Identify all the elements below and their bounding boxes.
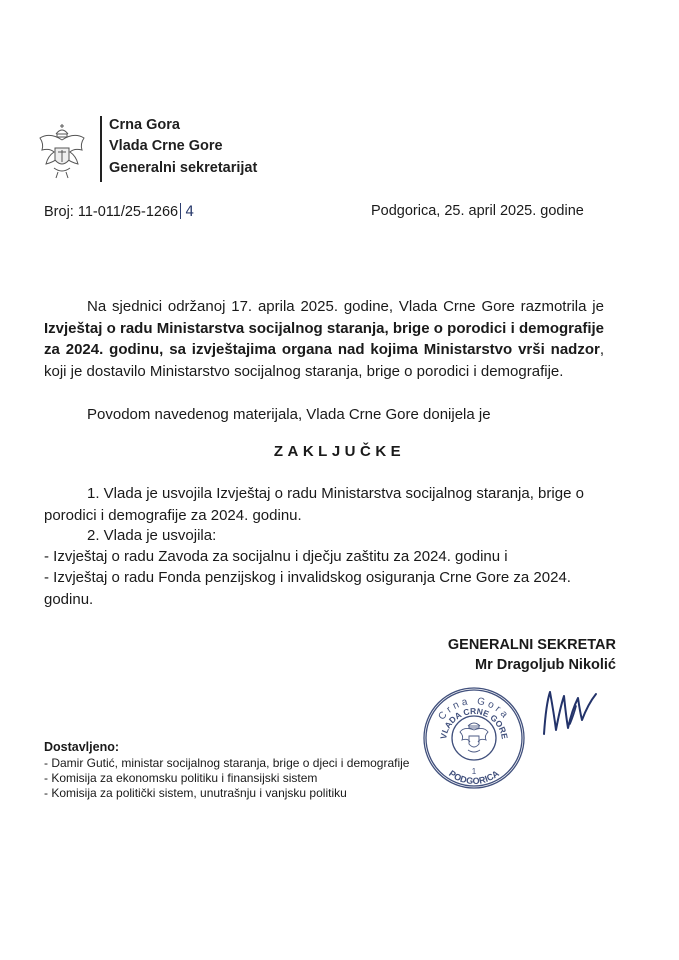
header-secretariat: Generalni sekretarijat	[109, 160, 258, 176]
distribution-item: - Komisija za ekonomsku politiku i finansijski sistem	[44, 771, 318, 785]
distribution-item: - Komisija za politički sistem, unutrašnju i vanjsku politiku	[44, 786, 347, 800]
header-government: Vlada Crne Gore	[109, 138, 223, 154]
coat-of-arms-icon	[36, 122, 88, 182]
distribution-heading: Dostavljeno:	[44, 740, 120, 754]
intro-paragraph	[44, 296, 604, 382]
intro-bold-text: Izvještaj o radu Ministarstva socijalnog staranja, brige o porodici i demografije za 2024. godinu, sa izvještajima organa nad kojima Ministarstvo vrši nadzor	[44, 319, 604, 358]
svg-text:1: 1	[471, 767, 477, 776]
document-date: Podgorica, 25. april 2025. godine	[371, 203, 584, 219]
handwritten-bar	[180, 203, 181, 219]
handwritten-suffix: 4	[185, 204, 195, 220]
handwritten-signature	[540, 684, 600, 744]
conclusion-2: 2. Vlada je usvojila:	[87, 527, 217, 544]
reference-number-text: Broj: 11-011/25-1266	[44, 204, 179, 220]
svg-text:VLADA CRNE GORE: VLADA CRNE GORE	[438, 705, 510, 740]
signatory-name: Mr Dragoljub Nikolić	[475, 657, 616, 673]
conclusions-title: ZAKLJUČKE	[273, 443, 406, 460]
header-country: Crna Gora	[109, 117, 180, 133]
intro-text: Na sjednici održanoj 17. aprila 2025. godine, Vlada Crne Gore razmotrila je	[87, 298, 604, 315]
official-seal-stamp	[418, 682, 530, 794]
conclusion-2b: - Izvještaj o radu Fonda penzijskog i invalidskog osiguranja Crne Gore za 2024. godinu.	[44, 569, 571, 608]
reference-number	[44, 203, 194, 220]
svg-text:PODGORICA: PODGORICA	[447, 768, 501, 787]
conclusion-1: 1. Vlada je usvojila Izvještaj o radu Ministarstva socijalnog staranja, brige o porodici i demografije za 2024. godinu.	[44, 485, 584, 524]
header-divider	[100, 116, 102, 182]
decision-paragraph: Povodom navedenog materijala, Vlada Crne Gore donijela je	[87, 406, 491, 423]
intro-rest-text: , koji je dostavilo Ministarstvo socijalnog staranja, brige o porodici i demografije.	[44, 341, 604, 380]
distribution-item: - Damir Gutić, ministar socijalnog staranja, brige o djeci i demografije	[44, 756, 410, 770]
svg-text:Crna Gora: Crna Gora	[436, 695, 512, 723]
signatory-title: GENERALNI SEKRETAR	[447, 637, 616, 653]
conclusion-2a: - Izvještaj o radu Zavoda za socijalnu i dječju zaštitu za 2024. godinu i	[44, 548, 508, 565]
